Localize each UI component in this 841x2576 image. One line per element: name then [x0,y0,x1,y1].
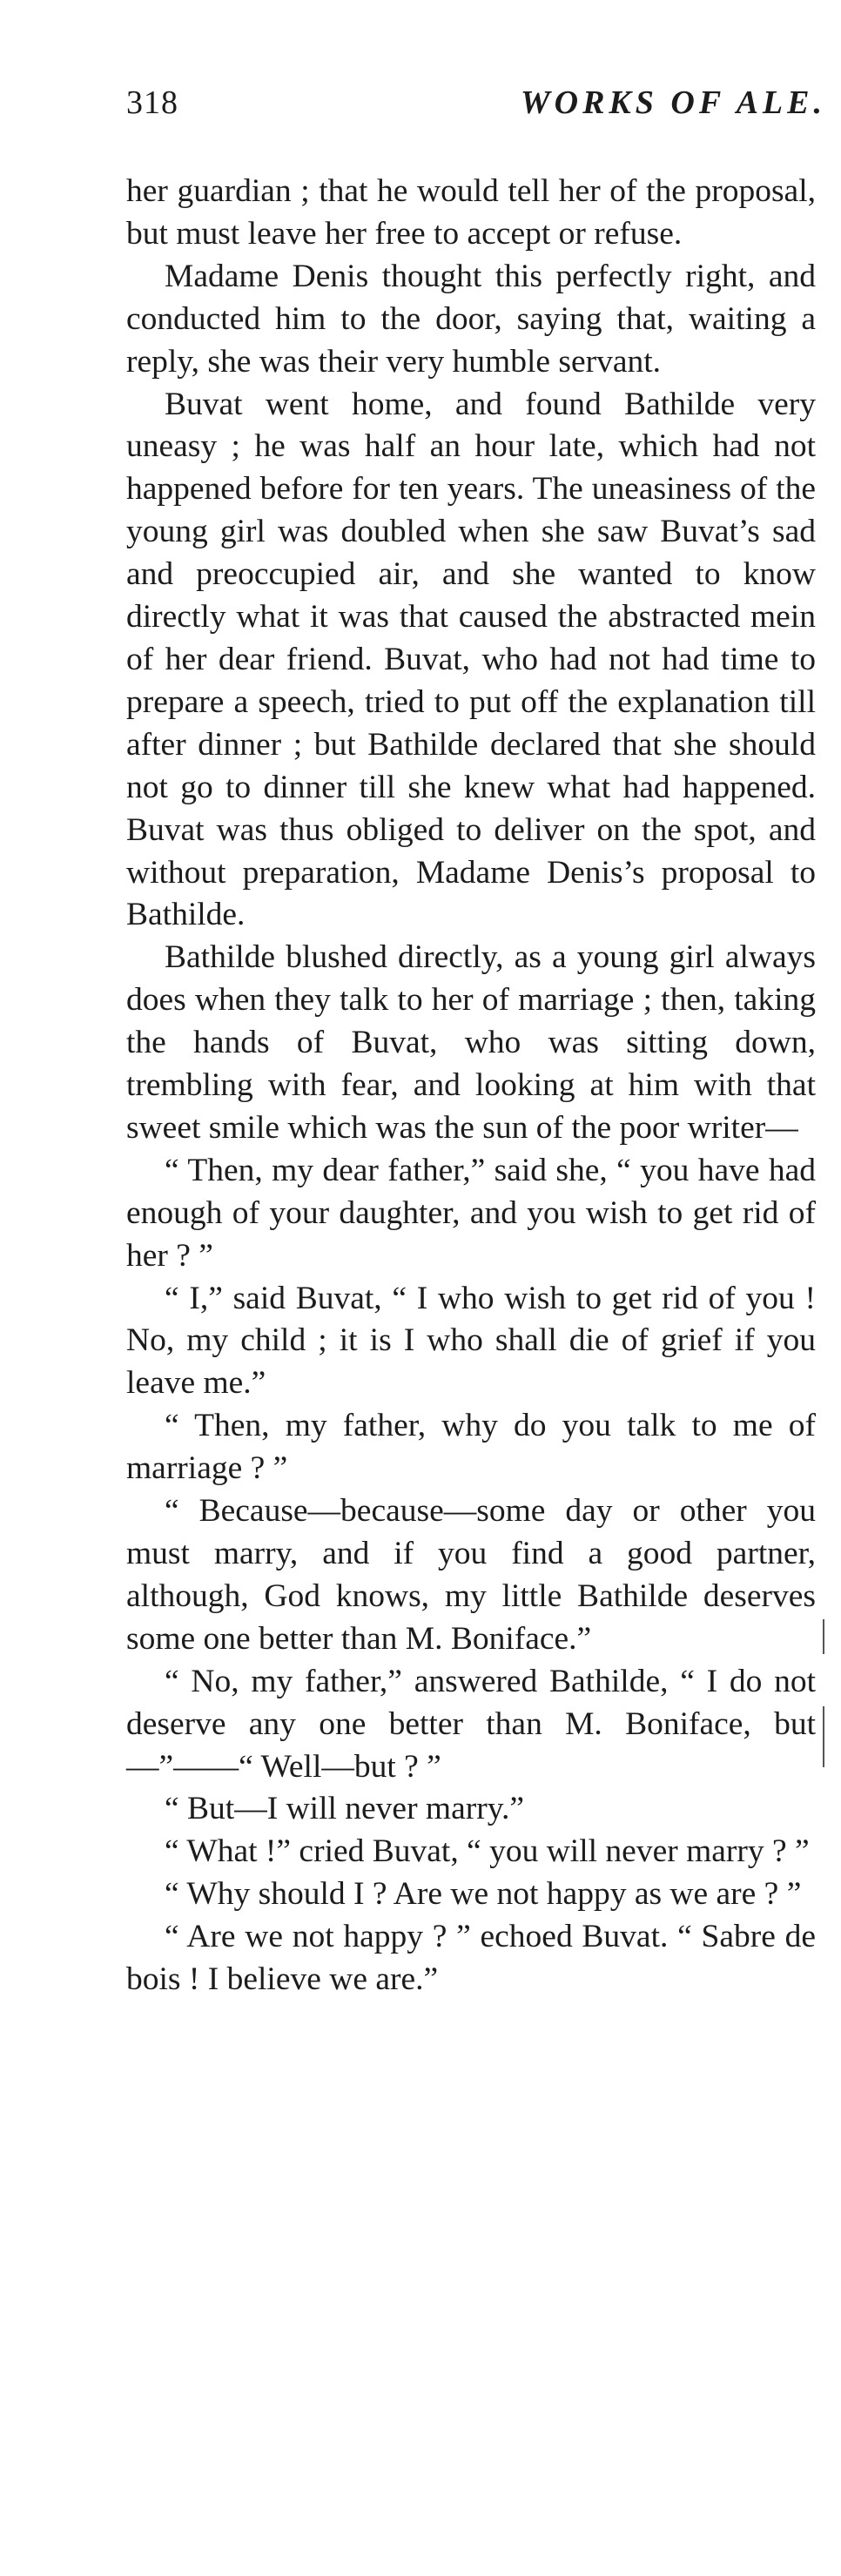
dialogue-paragraph: “ Then, my father, why do you talk to me of marriage ? ” [126,1408,816,1487]
body-text [126,171,816,2001]
dialogue-paragraph: “ Then, my dear father,” said she, “ you have had enough of your daughter, and you wish to get rid of her ? ” [126,1152,816,1274]
running-title: WORKS OF ALE. [520,84,826,121]
dialogue-paragraph: “ Are we not happy ? ” echoed Buvat. “ Sabre de bois ! I believe we are.” [126,1919,816,1998]
dialogue-paragraph: “ Why should I ? Are we not happy as we are ? ” [165,1876,802,1913]
paragraph: Buvat went home, and found Bathilde very uneasy ; he was half an hour late, which had not happened before for ten years. The uneasiness of the young girl was doubled when she saw Buvat’s sad and preoccupied air, and she wanted to know directly what it was that caused the abstracted mein of her dear friend. Buvat, who had not had time to prepare a speech, tried to put off the explanation till after dinner ; but Bathilde declared that she should not go to dinner till she knew what had happened. Buvat was thus obliged to deliver on the spot, and without preparation, Madame Denis’s proposal to Bathilde. [126,386,816,933]
paragraph-continuation: her guardian ; that he would tell her of the proposal, but must leave her free to accept or refuse. [126,173,816,252]
dialogue-paragraph: “ I,” said Buvat, “ I who wish to get rid of you ! No, my child ; it is I who shall die of grief if you leave me.” [126,1280,816,1402]
dialogue-paragraph: “ Because—because—some day or other you must marry, and if you find a good partner, although, God knows, my little Bathilde deserves some one better than M. Boniface.” [126,1493,816,1657]
page-number: 318 [126,84,178,121]
page-header [126,84,833,136]
margin-rule [823,1706,824,1767]
paragraph: Bathilde blushed directly, as a young girl always does when they talk to her of marriage ; then, taking the hands of Buvat, who was sitting down, trembling with fear, and looking at him with that sweet smile which was the sun of the poor writer— [126,939,816,1146]
dialogue-paragraph: “ But—I will never marry.” [165,1791,525,1827]
paragraph: Madame Denis thought this perfectly right, and conducted him to the door, saying that, waiting a reply, she was their very humble servant. [126,258,816,380]
margin-rule [823,1619,824,1654]
dialogue-paragraph: “ What !” cried Buvat, “ you will never marry ? ” [165,1833,810,1870]
dialogue-paragraph: “ No, my father,” answered Bathilde, “ I do not deserve any one better than M. Boniface, but—”——“ Well—but ? ” [126,1663,816,1785]
